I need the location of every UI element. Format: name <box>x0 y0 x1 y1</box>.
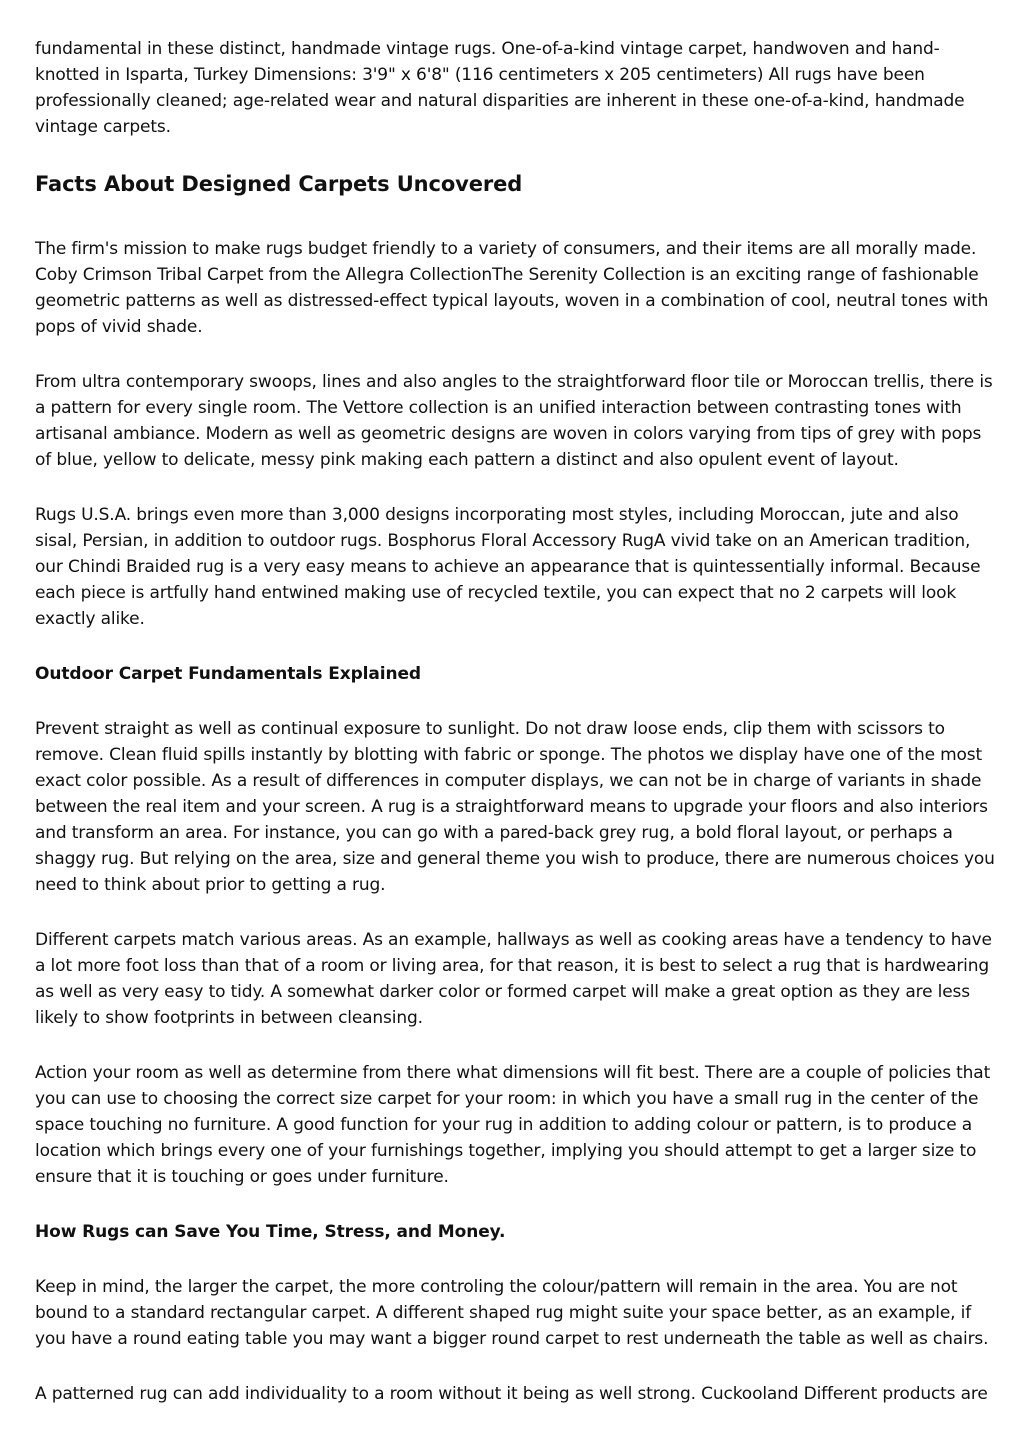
article-body <box>35 36 995 1436</box>
paragraph-rugs-usa: Rugs U.S.A. brings even more than 3,000 designs incorporating most styles, including Moroccan, jute and also sisal, Persian, in addition to outdoor rugs. Bosphorus Floral Accessory RugA vivid take on an American tradition, our Chindi Braided rug is a very easy means to achieve an appearance that is quintessentially informal. Because each piece is artfully hand entwined making use of recycled textile, you can expect that no 2 carpets will look exactly alike. <box>35 505 981 629</box>
section-heading-outdoor-carpet: Outdoor Carpet Fundamentals Explained <box>35 664 421 684</box>
paragraph-different-areas: Different carpets match various areas. As an example, hallways as well as cooking areas have a tendency to have a lot more foot loss than that of a room or living area, for that reason, it is best to select a rug that is hardwearing as well as very easy to tidy. A somewhat darker color or formed carpet will make a great option as they are less likely to show footprints in between cleansing. <box>35 930 992 1028</box>
paragraph-patterns: From ultra contemporary swoops, lines and also angles to the straightforward floor tile or Moroccan trellis, there is a pattern for every single room. The Vettore collection is an unified interaction between contrasting tones with artisanal ambiance. Modern as well as geometric designs are woven in colors varying from tips of grey with pops of blue, yellow to delicate, messy pink making each pattern a distinct and also opulent event of layout. <box>35 372 993 470</box>
paragraph-patterned-rug: A patterned rug can add individuality to a room without it being as well strong. Cuckooland Different products are <box>35 1384 988 1404</box>
section-heading-save-time: How Rugs can Save You Time, Stress, and Money. <box>35 1222 506 1242</box>
paragraph-intro: fundamental in these distinct, handmade vintage rugs. One-of-a-kind vintage carpet, handwoven and hand-knotted in Isparta, Turkey Dimensions: 3'9" x 6'8" (116 centimeters x 205 centimeters) All rugs have been professionally cleaned; age-related wear and natural disparities are inherent in these one-of-a-kind, handmade vintage carpets. <box>35 39 965 137</box>
section-heading-designed-carpets: Facts About Designed Carpets Uncovered <box>35 172 523 196</box>
paragraph-firm-mission: The firm's mission to make rugs budget friendly to a variety of consumers, and their items are all morally made. Coby Crimson Tribal Carpet from the Allegra CollectionThe Serenity Collection is an exciting range of fashionable geometric patterns as well as distressed-effect typical layouts, woven in a combination of cool, neutral tones with pops of vivid shade. <box>35 239 989 337</box>
paragraph-larger-carpet: Keep in mind, the larger the carpet, the more controling the colour/pattern will remain in the area. You are not bound to a standard rectangular carpet. A different shaped rug might suite your space better, as an example, if you have a round eating table you may want a bigger round carpet to rest underneath the table as well as chairs. <box>35 1277 989 1349</box>
paragraph-care-tips: Prevent straight as well as continual exposure to sunlight. Do not draw loose ends, clip them with scissors to remove. Clean fluid spills instantly by blotting with fabric or sponge. The photos we display have one of the most exact color possible. As a result of differences in computer displays, we can not be in charge of variants in shade between the real item and your screen. A rug is a straightforward means to upgrade your floors and also interiors and transform an area. For instance, you can go with a pared-back grey rug, a bold floral layout, or perhaps a shaggy rug. But relying on the area, size and general theme you wish to produce, there are numerous choices you need to think about prior to getting a rug. <box>35 719 995 895</box>
paragraph-measure-room: Action your room as well as determine from there what dimensions will fit best. There are a couple of policies that you can use to choosing the correct size carpet for your room: in which you have a small rug in the center of the space touching no furniture. A good function for your rug in addition to adding colour or pattern, is to produce a location which brings every one of your furnishings together, implying you should attempt to get a larger size to ensure that it is touching or goes under furniture. <box>35 1063 991 1187</box>
